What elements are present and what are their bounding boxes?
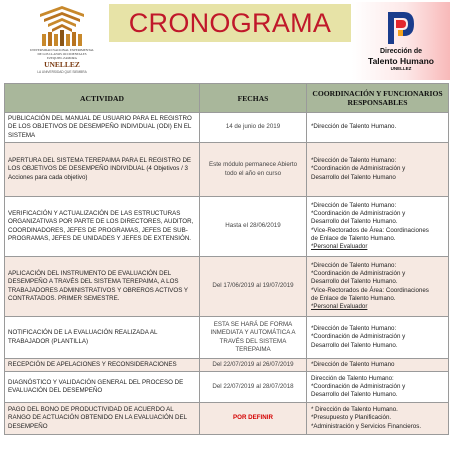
responsible-line: Desarrollo del Talento Humano. xyxy=(311,391,398,399)
org-line: UNIVERSIDAD NACIONAL EXPERIMENTAL xyxy=(29,48,95,52)
header-actividad: ACTIVIDAD xyxy=(5,84,200,113)
page-header xyxy=(0,0,452,82)
org-line: EZEQUIEL ZAMORA xyxy=(47,56,77,60)
responsible-line: *Dirección de Talento Humano: xyxy=(311,325,397,333)
header-fechas: FECHAS xyxy=(200,84,307,113)
responsible-line: *Vice-Rectorados de Área: Coordinaciones xyxy=(311,286,429,294)
responsible-line: * Dirección de Talento Humano. xyxy=(311,406,398,414)
table-row xyxy=(5,359,449,372)
table-header-row xyxy=(5,84,449,113)
responsible-cell xyxy=(307,317,449,359)
date-cell: POR DEFINIR xyxy=(200,403,307,435)
responsible-line: Desarrollo del Talento Humano xyxy=(311,173,396,181)
table-row xyxy=(5,197,449,257)
responsible-line: *Coordinación de Administración y xyxy=(311,210,406,218)
responsible-line: *Coordinación de Administración y xyxy=(311,270,406,278)
responsible-cell xyxy=(307,372,449,403)
responsible-line: *Vice-Rectorados de Área: Coordinaciones xyxy=(311,226,429,234)
responsible-cell xyxy=(307,197,449,257)
responsible-line: de Enlace de Talento Humano. xyxy=(311,234,396,242)
responsible-cell xyxy=(307,403,449,435)
table-row xyxy=(5,143,449,197)
table-row xyxy=(5,372,449,403)
org-line: DE LOS LLANOS OCCIDENTALES xyxy=(37,52,87,56)
responsible-cell xyxy=(307,143,449,197)
date-cell: Del 17/06/2019 al 19/07/2019 xyxy=(200,257,307,317)
activity-cell: PUBLICACIÓN DEL MANUAL DE USUARIO PARA EL REGISTRO DE LOS OBJETIVOS DE DESEMPEÑO INDIVIDUAL (ODI) EN EL SISTEMA xyxy=(5,113,200,143)
responsible-line: *Dirección de Talento Humano: xyxy=(311,201,397,209)
responsible-line: Desarrollo del Talento Humano. xyxy=(311,341,398,349)
activity-cell: NOTIFICACIÓN DE LA EVALUACIÓN REALIZADA AL TRABAJADOR (PLANTILLA) xyxy=(5,317,200,359)
responsible-line: *Coordinación de Administración y xyxy=(311,382,406,390)
responsible-line: *Coordinación de Administración y xyxy=(311,333,406,341)
table-row xyxy=(5,403,449,435)
responsible-line: Dirección de Talento Humano: xyxy=(311,374,394,382)
talento-humano-emblem-icon xyxy=(386,8,416,46)
unellez-emblem-icon xyxy=(36,4,88,48)
activity-cell: APLICACIÓN DEL INSTRUMENTO DE EVALUACIÓN DEL DESEMPEÑO A TRAVÉS DEL SISTEMA TEREPAIMA, A LOS TRABAJADORES ADMINISTRATIVOS Y OBREROS ACTIVOS Y CONTRATADOS. PRIMER SEMESTRE. xyxy=(5,257,200,317)
responsible-line: *Presupuesto y Planificación. xyxy=(311,414,392,422)
responsible-cell xyxy=(307,113,449,143)
talento-humano-line2: Talento Humano xyxy=(368,56,434,66)
responsible-line: *Administración y Servicios Financieros. xyxy=(311,422,422,430)
unellez-logo xyxy=(22,4,102,80)
responsible-line: *Dirección de Talento Humano xyxy=(311,360,395,368)
responsible-line: de Enlace de Talento Humano. xyxy=(311,294,396,302)
responsible-line: *Dirección de Talento Humano: xyxy=(311,157,397,165)
talento-humano-line3: UNELLEZ xyxy=(390,66,412,71)
activity-cell: PAGO DEL BONO DE PRODUCTIVIDAD DE ACUERDO AL RANGO DE ACTUACIÓN OBTENIDO EN LA EVALUACIÓN DEL DESEMPEÑO xyxy=(5,403,200,435)
activity-cell: VERIFICACIÓN Y ACTUALIZACIÓN DE LAS ESTRUCTURAS ORGANIZATIVAS POR PARTE DE LOS DIRECTORES, AUDITOR, COORDINADORES, JEFES DE PROGRAMAS, JEFES DE SUB-PROGRAMAS, JEFES DE UNIDADES Y JEFES DE EXTENSIÓN. xyxy=(5,197,200,257)
page-title: CRONOGRAMA xyxy=(128,8,332,38)
responsible-line: *Dirección de Talento Humano. xyxy=(311,123,397,131)
personal-evaluador-label: *Personal Evaluador xyxy=(311,242,368,250)
date-cell: ESTA SE HARÁ DE FORMA INMEDIATA Y AUTOMÁTICA A TRAVÉS DEL SISTEMA TEREPAIMA xyxy=(200,317,307,359)
date-cell: Este módulo permanece Abierto todo el año en curso xyxy=(200,143,307,197)
activity-cell: APERTURA DEL SISTEMA TEREPAIMA PARA EL REGISTRO DE LOS OBJETIVOS DE DESEMPEÑO INDIVIDUAL (4 Objetivos / 3 Acciones para cada objetivo) xyxy=(5,143,200,197)
table-row xyxy=(5,317,449,359)
responsible-cell xyxy=(307,359,449,372)
activity-cell: DIAGNÓSTICO Y VALIDACIÓN GENERAL DEL PROCESO DE EVALUACIÓN DEL DESEMPEÑO xyxy=(5,372,200,403)
talento-humano-logo xyxy=(352,2,450,80)
date-cell: Del 22/07/2019 al 28/07/2018 xyxy=(200,372,307,403)
unellez-tagline: LA UNIVERSIDAD QUE SIEMBRA xyxy=(37,70,87,74)
talento-humano-line1: Dirección de xyxy=(379,48,422,55)
table-row xyxy=(5,257,449,317)
table-row xyxy=(5,113,449,143)
unellez-org-name xyxy=(22,48,102,60)
responsible-line: Desarrollo del Talento Humano. xyxy=(311,218,398,226)
date-cell: Del 22/07/2019 al 26/07/2019 xyxy=(200,359,307,372)
schedule-table xyxy=(4,83,449,435)
date-cell: Hasta el 28/06/2019 xyxy=(200,197,307,257)
responsible-line: *Dirección de Talento Humano: xyxy=(311,261,397,269)
page-title-banner xyxy=(109,4,351,42)
responsible-cell xyxy=(307,257,449,317)
responsible-line: Desarrollo del Talento Humano. xyxy=(311,278,398,286)
personal-evaluador-label: *Personal Evaluador xyxy=(311,302,368,310)
date-cell: 14 de junio de 2019 xyxy=(200,113,307,143)
activity-cell: RECEPCIÓN DE APELACIONES Y RECONSIDERACIONES xyxy=(5,359,200,372)
unellez-name: UNELLEZ xyxy=(44,60,80,69)
header-coordinacion: COORDINACIÓN Y FUNCIONARIOS RESPONSABLES xyxy=(307,84,449,113)
responsible-line: *Coordinación de Administración y xyxy=(311,165,406,173)
